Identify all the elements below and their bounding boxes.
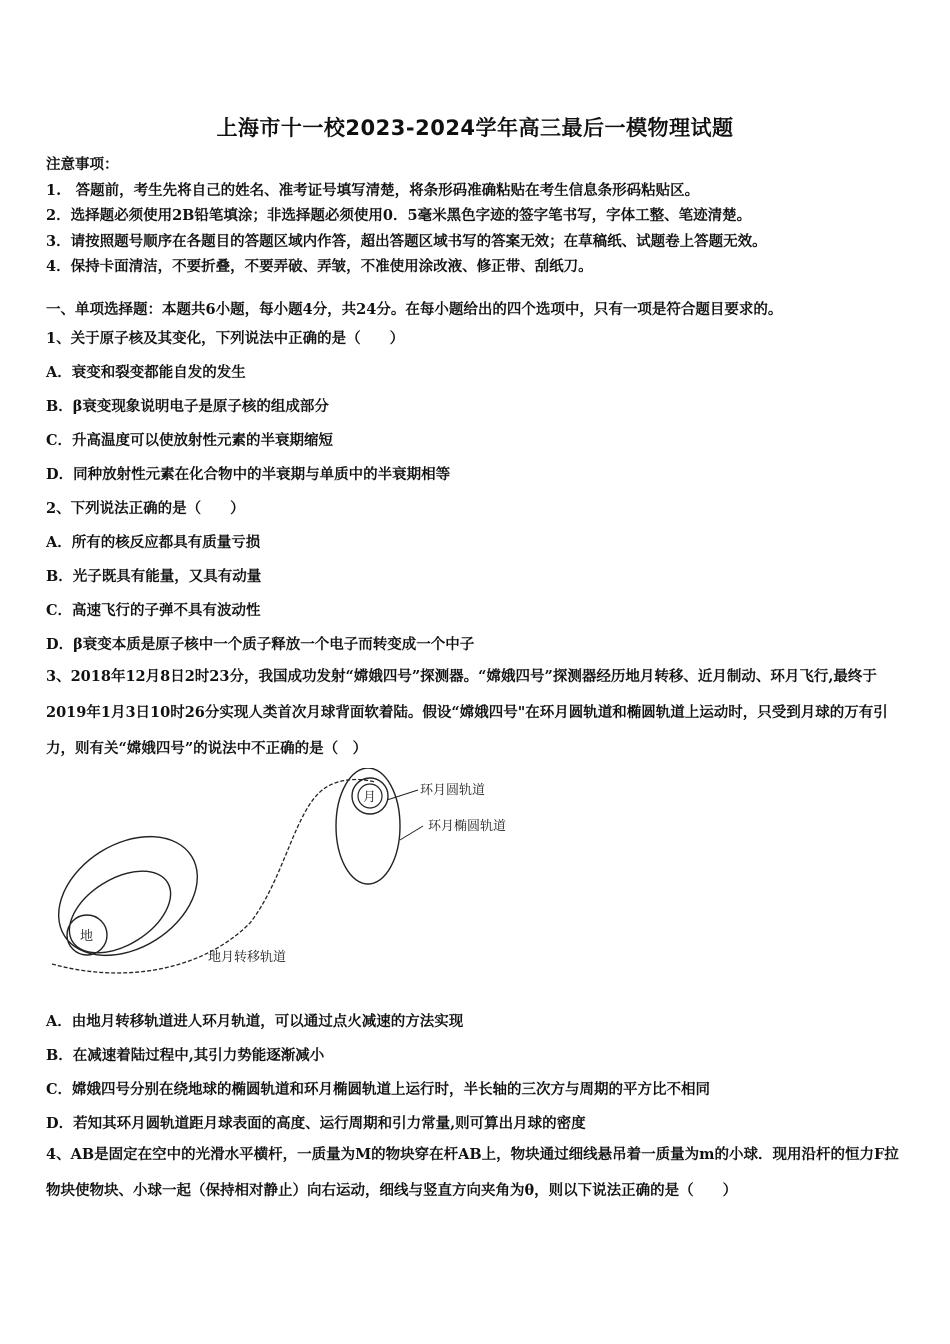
q1-option-b: B．β衰变现象说明电子是原子核的组成部分 [46, 398, 329, 415]
q3-option-d: D．若知其环月圆轨道距月球表面的高度、运行周期和引力常量,则可算出月球的密度 [46, 1115, 586, 1132]
notice-item: 2．选择题必须使用2B铅笔填涂；非选择题必须使用0．5毫米黑色字迹的签字笔书写，字体工整、笔迹清楚。 [46, 207, 752, 224]
notice-block [46, 152, 916, 280]
notice-item: 4．保持卡面清洁，不要折叠，不要弄破、弄皱，不准使用涂改液、修正带、刮纸刀。 [46, 258, 593, 275]
label-transfer-orbit: 地月转移轨道 [208, 950, 287, 965]
question-2-stem: 2、下列说法正确的是（ ） [46, 500, 245, 517]
question-1-stem: 1、关于原子核及其变化，下列说法中正确的是（ ） [46, 330, 405, 347]
page-title: 上海市十一校2023-2024学年高三最后一模物理试题 [216, 116, 734, 140]
question-4-stem: 4、AB是固定在空中的光滑水平横杆，一质量为M的物块穿在杆AB上，物块通过细线悬吊着一质量为m的小球．现用沿杆的恒力F拉物块使物块、小球一起（保持相对静止）向右运动，细线与竖直方向夹角为θ，则以下说法正确的是（ ） [46, 1146, 899, 1199]
question-3-stem: 3、2018年12月8日2时23分，我国成功发射“嫦娥四号”探测器。“嫦娥四号”探测器经历地月转移、近月制动、环月飞行,最终于2019年1月3日10时26分实现人类首次月球背面软着陆。假设“嫦娥四号"在环月圆轨道和椭圆轨道上运动时，只受到月球的万有引力，则有关“嫦娥四号”的说法中不正确的是（ ） [46, 668, 888, 757]
label-elliptical-orbit: 环月椭圆轨道 [428, 819, 507, 834]
notice-heading: 注意事项： [46, 156, 119, 173]
notice-item: 1. 答题前，考生先将自己的姓名、准考证号填写清楚，将条形码准确粘贴在考生信息条形码粘贴区。 [46, 181, 700, 199]
transfer-orbit [52, 780, 375, 973]
q2-option-a: A．所有的核反应都具有质量亏损 [46, 534, 261, 551]
section-heading: 一、单项选择题：本题共6小题，每小题4分，共24分。在每小题给出的四个选项中，只有一项是符合题目要求的。 [46, 301, 783, 318]
q3-option-b: B．在减速着陆过程中,其引力势能逐渐减小 [46, 1047, 325, 1064]
moon-label: 月 [363, 790, 377, 805]
q2-option-c: C．高速飞行的子弹不具有波动性 [46, 602, 261, 619]
earth-inner-orbit [55, 854, 185, 969]
q1-option-d: D．同种放射性元素在化合物中的半衰期与单质中的半衰期相等 [46, 466, 451, 483]
q1-option-a: A．衰变和裂变都能自发的发生 [46, 364, 246, 381]
q1-option-c: C．升高温度可以使放射性元素的半衰期缩短 [46, 432, 334, 449]
q2-option-b: B．光子既具有能量，又具有动量 [46, 568, 262, 585]
q3-option-c: C．嫦娥四号分别在绕地球的椭圆轨道和环月椭圆轨道上运行时，半长轴的三次方与周期的平方比不相同 [46, 1081, 711, 1098]
moon-ellipse-orbit [336, 768, 400, 884]
leader-line [400, 826, 423, 840]
q2-option-d: D．β衰变本质是原子核中一个质子释放一个电子而转变成一个中子 [46, 636, 475, 653]
q3-option-a: A．由地月转移轨道进人环月轨道，可以通过点火减速的方法实现 [46, 1013, 464, 1030]
earth-label: 地 [80, 929, 94, 944]
label-circular-orbit: 环月圆轨道 [420, 783, 486, 798]
earth-outer-orbit [40, 812, 219, 978]
leader-line [387, 790, 418, 800]
orbit-diagram [40, 768, 540, 978]
notice-item: 3．请按照题号顺序在各题目的答题区域内作答，超出答题区域书写的答案无效；在草稿纸、试题卷上答题无效。 [46, 232, 767, 250]
